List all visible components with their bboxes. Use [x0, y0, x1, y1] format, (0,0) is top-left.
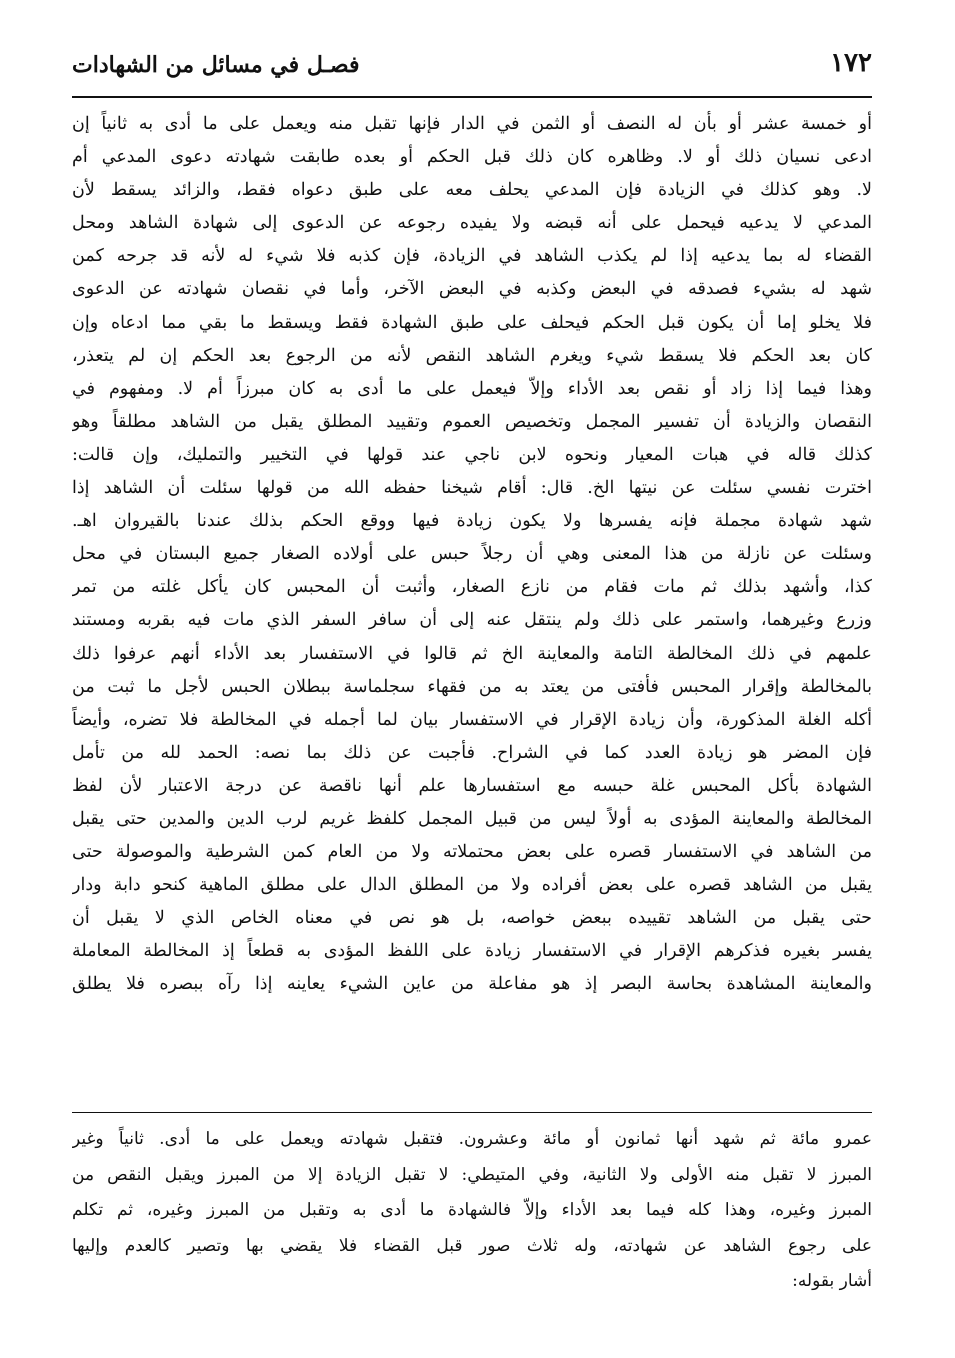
text-line: [72, 1035, 872, 1068]
text-line: كذلك قاله في هبات المعيار ونحوه لابن ناجي عند قولها في التخيير والتمليك، وإن قالت:: [72, 444, 872, 465]
text-line: الشهادة بأكل المحبس غلة حبسه مع استفسارها علم أنها ناقصة عن درجة الاعتبار لأن لفظ: [72, 775, 872, 796]
text-line: فإن المضر هو زيادة العدد كما في الشراح. فأجبت عن ذلك بما نصه: الحمد لله من تأمل: [72, 742, 872, 763]
footnote-rule: [72, 1112, 872, 1113]
text-line: اخترت نفسي سئلت عن نيتها الخ. قال: أقام شيخنا حفظه الله من قولها سئلت أن الشاهد إذا: [72, 478, 872, 499]
text-line: المدعي لا يدعيه فيحمل على أنه قبضه ولا يفيده رجوعه عن الدعوى إلى شهادة الشاهد ومحل: [72, 213, 872, 234]
footnote-text: [72, 1122, 872, 1300]
text-line: [72, 1002, 872, 1035]
text-line: بالمخالطة وإقرار المحبس فأفتى من يعتد به من فقهاء سجلماسة ببطلان الحبس لأجل ما ثبت من: [72, 676, 872, 697]
text-line: يفسر بغيره فذكرهم الإقرار في الاستفسار زيادة على اللفظ المؤدى به قطعاً إذ المخالطة المعاملة: [72, 941, 872, 962]
text-line: ادعى نسيان ذلك أو لا. وظاهره كان ذلك قبل الحكم أو بعده طابقت شهادته دعوى المدعي أم: [72, 147, 872, 168]
text-line: شهد له بشيء فصدقه في البعض وكذبه في البعض الآخر، وأما في نقصان شهادته عن الدعوى: [72, 279, 872, 300]
running-title: فصـل في مسائل من الشهادات: [72, 52, 360, 78]
text-line: من الشاهد في الاستفسار قصره على بعض محتملاته ولا من العام كمن الشرطية والموصولة حتى: [72, 842, 872, 863]
page-number: ١٧٢: [830, 48, 872, 78]
footnote-line: أشار بقوله:: [792, 1271, 872, 1292]
text-line: شهد شهادة مجملة فإنه يفسرها ولا يكون زيادة فيها ووقع الحكم بذلك عندنا بالقيروان اهـ.: [72, 511, 872, 532]
text-line: حتى يقبل من الشاهد تقييده ببعض خواصه، بل هو نص في معناه الخاص الذي لا يقبل أن: [72, 908, 872, 929]
text-line: لا. وهو كذلك في الزيادة فإن المدعي يحلف معه على طبق دعواه فقط، والزائد يسقط لأن: [72, 180, 872, 201]
footnote-line: المبرز لا تقبل منه الأولى ولا الثانية، وفي المتيطي: لا تقبل الزيادة إلا من المبرز ويقبل النقص من: [72, 1164, 872, 1185]
text-line: القضاء له بما يدعيه إذا لم يكذب الشاهد في الزيادة، فإن كذبه فلا شيء له لأنه قد جرحه كمن: [72, 246, 872, 267]
header-rule: [72, 96, 872, 98]
text-line: وسئلت عن نازلة من هذا المعنى وهي أن رجلاً حبس على أولاده الصغار جميع البستان في محل: [72, 544, 872, 565]
footnote-line: على رجوع الشاهد عن شهادته، وله ثلاث صور قبل القضاء فلا يقضي بها وتصير كالعدم وإليها: [72, 1235, 872, 1256]
text-line: علمهم في ذلك المخالطة التامة والمعاينة الخ ثم قالوا في الاستفسار بعد الأداء أنهم عرفوا ذلك: [72, 643, 872, 664]
text-line: المخالطة والمعاينة المؤدى به أولاً ليس من قبيل المجمل كلفظ غريم لرب الدين والمدين حتى يقبل: [72, 808, 872, 829]
text-line: أكله الغلة المذكورة، وأن زيادة الإقرار في الاستفسار بيان لما أجمله في المخالطة فلا تضره، وأيضاً: [72, 709, 872, 730]
main-text: [72, 108, 872, 1068]
text-line: النقصان والزيادة أن تفسير المجمل وتخصيص العموم وتقييد المطلق يقبل من الشاهد مطلقاً وهو: [72, 411, 872, 432]
text-line: كذا، وأشهد بذلك ثم مات فقام من نازع الصغار، وأثبت أن المحبس كان يأكل غلته من تمر: [72, 577, 872, 598]
footnote-line: المبرز وغيره، وهذا كله فيما بعد الأداء وإلاّ فالشهادة ما أدى به وتقبل من المبرز وغيره، ثم تكلم: [72, 1200, 872, 1221]
text-line: كان بعد الحكم فلا يسقط شيء ويغرم الشاهد النقص لأنه من الرجوع بعد الحكم إن لم يتعذر،: [72, 345, 872, 366]
page-header: [72, 46, 872, 96]
text-line: وهذا فيما إذا زاد أو نقص بعد الأداء وإلاّ فيعمل على ما أدى به كان مبرزاً أم لا. ومفهوم في: [72, 378, 872, 399]
text-line: والمعاينة المشاهدة بحاسة البصر إذ هو مفاعلة من عاين الشيء يعاينه إذا رآه ببصره فلا يطلق: [72, 974, 872, 995]
footnote-line: عمرو مائة ثم شهد أنها ثمانون أو مائة وعشرون. فتقبل شهادته ويعمل على ما أدى. ثانياً وغير: [72, 1129, 872, 1149]
text-line: وزرع وغيرهما، واستمر على ذلك ولم ينتقل عنه إلى أن سافر السفر الذي مات فيه بقربه ومستند: [72, 610, 872, 631]
text-line: فلا يخلو إما أن يكون قبل الحكم فيحلف على طبق الشهادة فقط ويسقط ما بقي مما ادعاه وإن: [72, 312, 872, 333]
text-line: يقبل من الشاهد قصره على بعض أفراده ولا من المطلق الدال على مطلق الماهية كنحو دابة ودار: [72, 875, 872, 896]
text-line: أو خمسة عشر أو بأن له النصف أو الثمن في الدار فإنها تقبل منه ويعمل على ما أدى به ثانياً إن: [72, 114, 872, 134]
